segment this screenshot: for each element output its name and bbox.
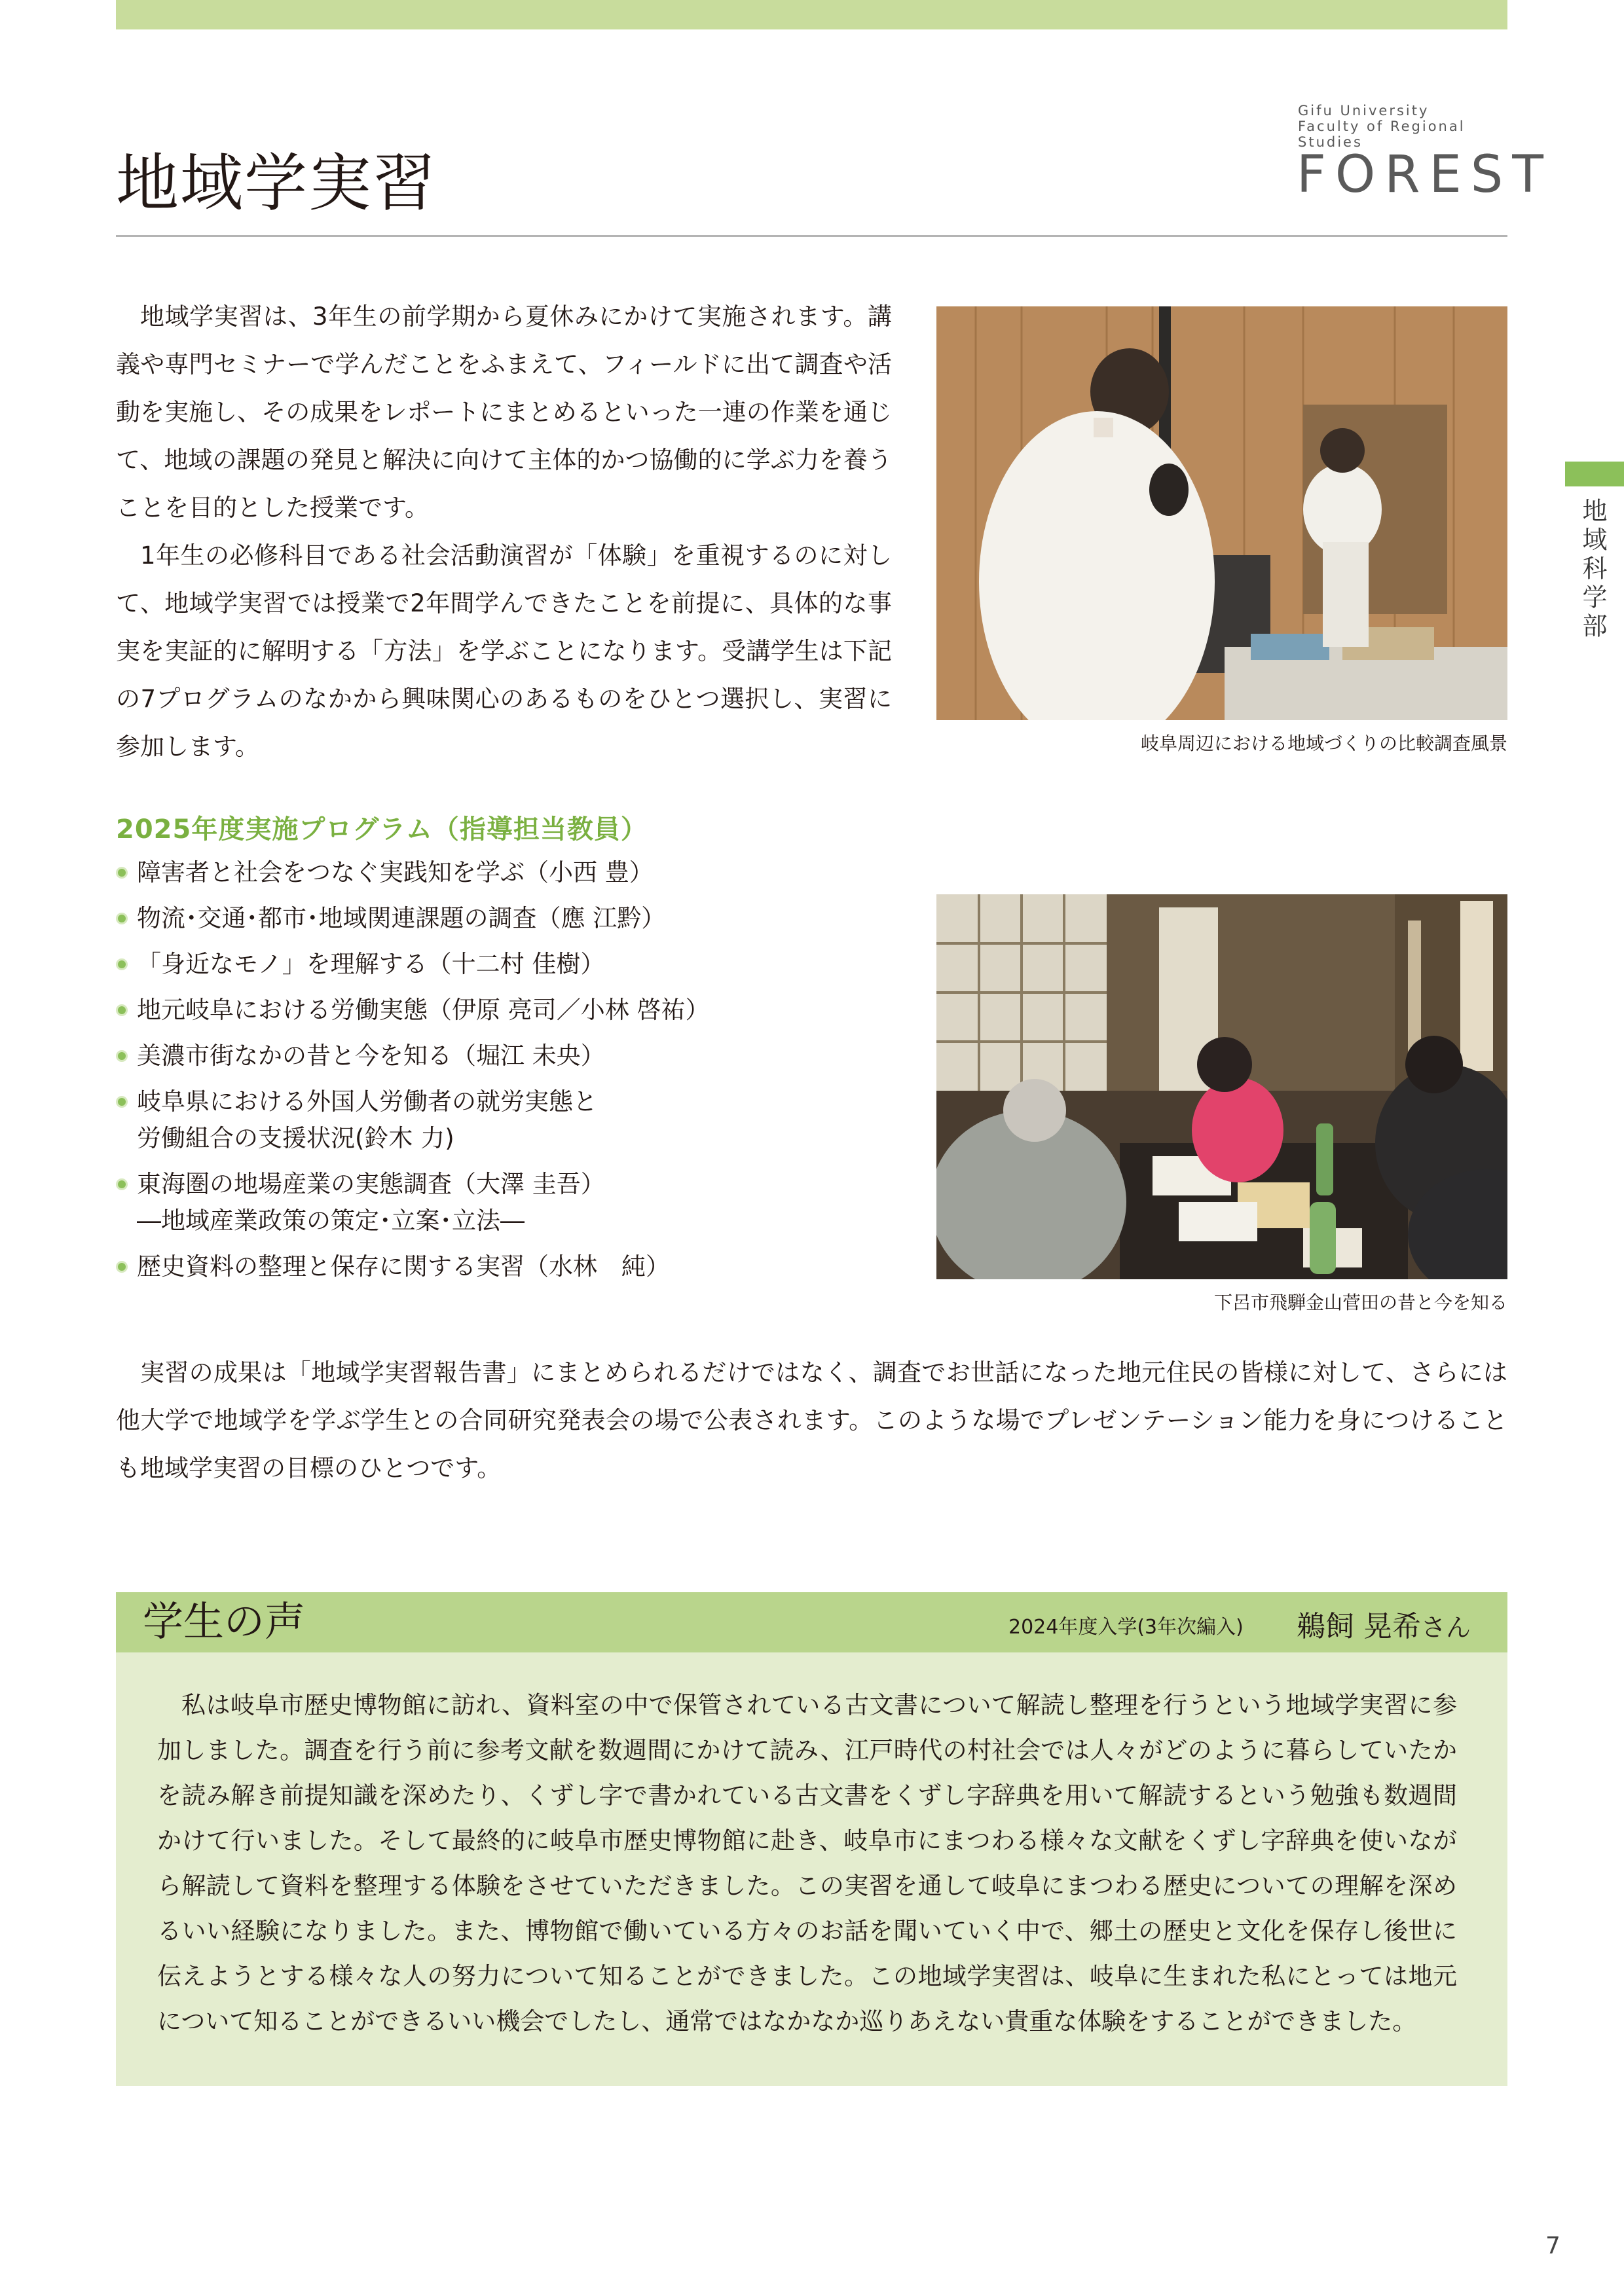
field-survey-photo [936,306,1507,720]
bullet-icon [116,913,128,924]
student-honorific: さん [1421,1613,1471,1642]
bullet-icon [116,1096,128,1108]
student-name [1297,1603,1471,1645]
program-item: 物流･交通･都市･地域関連課題の調査（應 江黔） [116,900,895,937]
program-item: 障害者と社会をつなぐ実践知を学ぶ（小西 豊） [116,854,895,891]
outcome-paragraph: 実習の成果は「地域学実習報告書」にまとめられるだけではなく、調査でお世話になった地元住民の皆様に対して、さらには他大学で地域学を学ぶ学生との合同研究発表会の場で公表されます。このような場でプレゼンテーション能力を身につけることも地域学実習の目標のひとつです。 [116,1358,1507,1482]
student-voice-paragraph: 私は岐阜市歴史博物館に訪れ、資料室の中で保管されている古文書について解読し整理を行うという地域学実習に参加しました。調査を行う前に参考文献を数週間にかけて読み、江戸時代の村社会では人々がどのように暮らしていたかを読み解き前提知識を深めたり、くずし字で書かれている古文書をくずし字辞典を用いて解読するという勉強も数週間かけて行いました。そして最終的に岐阜市歴史博物館に赴き、岐阜市にまつわる様々な文献をくずし字辞典を使いながら解読して資料を整理する体験をさせていただきました。この実習を通して岐阜にまつわる歴史についての理解を深めるいい経験になりました。また、博物館で働いている方々のお話を聞いていく中で、郷土の歴史と文化を保存し後世に伝えようとする様々な人の努力について知ることができました。この地域学実習は、岐阜に生まれた私にとっては地元について知ることができるいい機会でしたし、通常ではなかなか巡りあえない貴重な体験をすることができました。 [157,1691,1457,2035]
title-divider [116,235,1507,237]
student-name-text: 鵜飼 晃希 [1297,1610,1421,1643]
workshop-photo [936,894,1507,1279]
brand-faculty: Faculty of Regional Studies [1298,118,1466,150]
program-item: 美濃市街なかの昔と今を知る（堀江 未央） [116,1038,895,1074]
bullet-icon [116,1261,128,1273]
intro-text [116,293,892,771]
bullet-icon [116,1050,128,1062]
program-list [116,854,895,1294]
page-number: 7 [1545,2232,1560,2259]
student-voice-title: 学生の声 [143,1597,306,1645]
bullet-icon [116,1004,128,1016]
student-enrollment: 2024年度入学(3年次編入) [1008,1616,1244,1639]
program-item: 「身近なモノ」を理解する（十二村 佳樹） [116,946,895,983]
program-item: 歴史資料の整理と保存に関する実習（水林 純） [116,1248,895,1285]
bullet-icon [116,867,128,879]
program-list-heading: 2025年度実施プログラム（指導担当教員） [116,814,648,845]
bullet-icon [116,1178,128,1190]
program-item: 東海圏の地場産業の実態調査（大澤 圭吾） ―地域産業政策の策定･立案･立法― [116,1166,895,1239]
program-item: 岐阜県における外国人労働者の就労実態と 労働組合の支援状況(鈴木 力) [116,1084,895,1157]
forest-logo [1297,103,1553,204]
top-decorative-bar [116,0,1507,29]
bullet-icon [116,958,128,970]
intro-paragraph: 地域学実習は、3年生の前学期から夏休みにかけて実施されます。講義や専門セミナーで学んだことをふまえて、フィールドに出て調査や活動を実施し、その成果をレポートにまとめるといった一連の作業を通じて、地域の課題の発見と解決に向けて主体的かつ協働的に学ぶ力を養うことを目的とした授業です。 [116,302,892,522]
side-tab-label: 地域科学部 [1578,498,1607,642]
page-title: 地域学実習 [116,147,437,220]
brand-forest: FOREST [1297,145,1553,204]
photo1-caption: 岐阜周辺における地域づくりの比較調査風景 [1140,733,1507,754]
outcome-text [116,1349,1507,1492]
program-item: 地元岐阜における労働実態（伊原 亮司／小林 啓祐） [116,992,895,1029]
photo2-caption: 下呂市飛騨金山菅田の昔と今を知る [1213,1292,1507,1313]
side-tab-marker [1565,462,1624,486]
student-voice-text [157,1683,1457,2044]
brand-university: Gifu University [1298,103,1430,118]
intro-paragraph: 1年生の必修科目である社会活動演習が「体験」を重視するのに対して、地域学実習では授業で2年間学んできたことを前提に、具体的な事実を実証的に解明する「方法」を学ぶことになります。受講学生は下記の7プログラムのなかから興味関心のあるものをひとつ選択し、実習に参加します。 [116,541,892,761]
